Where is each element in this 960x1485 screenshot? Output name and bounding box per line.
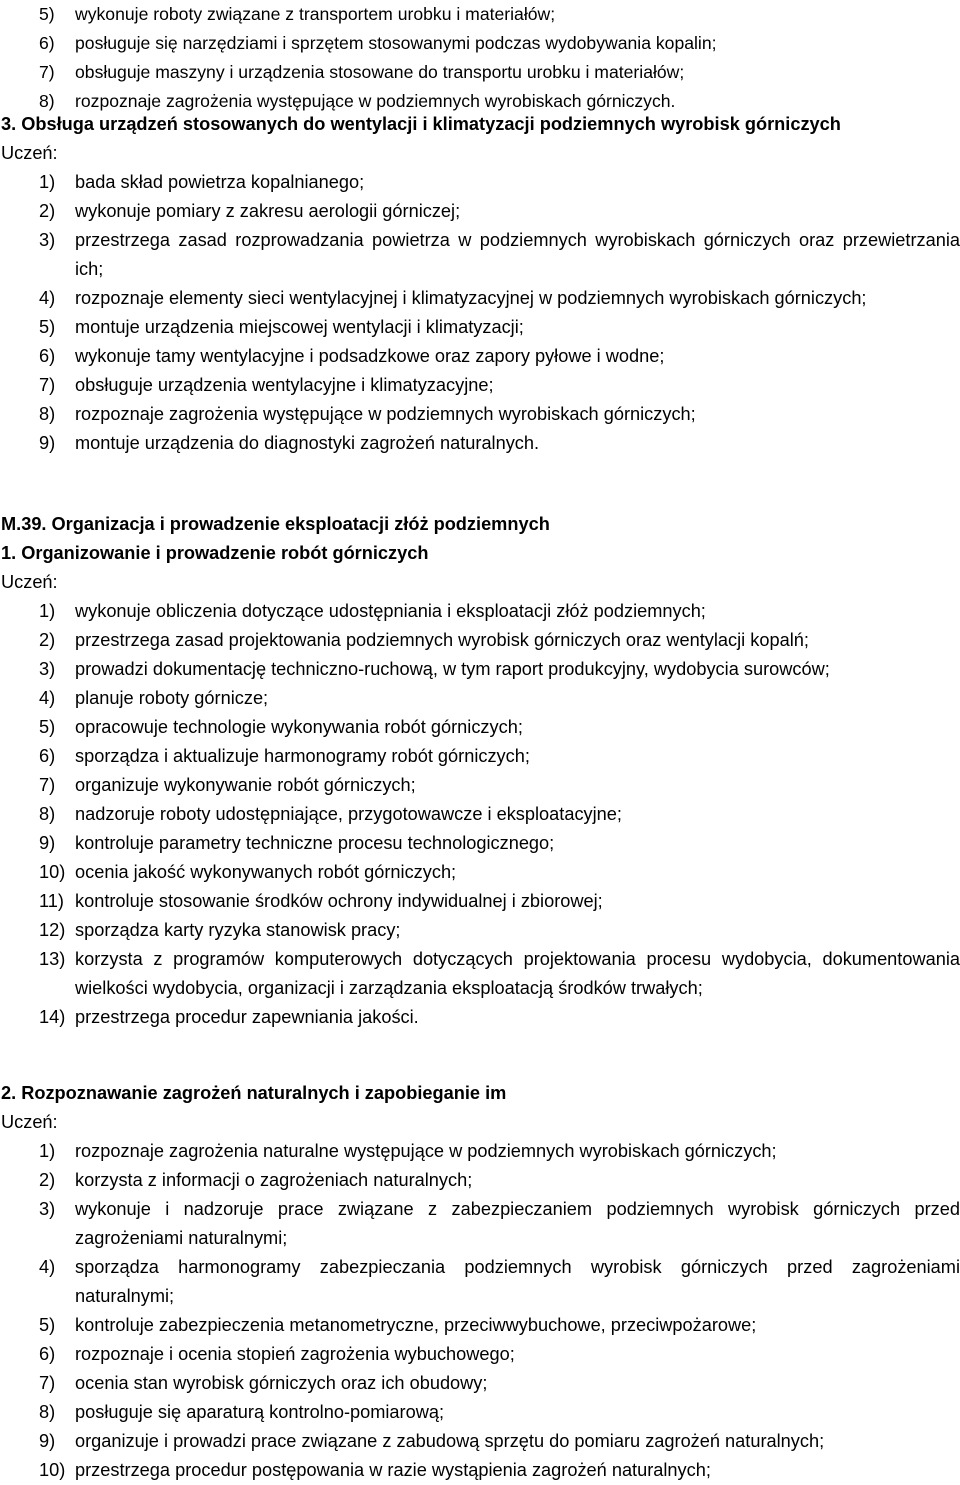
list-item [0, 1137, 960, 1166]
item-number: 4) [39, 1257, 56, 1277]
item-number: 8) [39, 404, 56, 424]
list-item [0, 1456, 960, 1485]
item-text: przestrzega procedur postępowania w razie wystąpienia zagrożeń naturalnych; [75, 1460, 711, 1480]
item-text: rozpoznaje i ocenia stopień zagrożenia wybuchowego; [75, 1344, 515, 1364]
list-item [0, 1340, 960, 1369]
item-number: 7) [39, 1373, 56, 1393]
list-item [0, 1369, 960, 1398]
hazards-list [0, 1137, 960, 1485]
item-text: rozpoznaje zagrożenia występujące w podziemnych wyrobiskach górniczych. [75, 91, 676, 111]
item-number: 5) [39, 717, 56, 737]
list-item [0, 342, 960, 371]
list-item [0, 1003, 960, 1032]
item-number: 5) [39, 4, 55, 24]
list-item [0, 29, 960, 58]
item-number: 2) [39, 201, 56, 221]
item-number: 6) [39, 346, 56, 366]
list-item [0, 1166, 960, 1195]
student-label: Uczeń: [1, 572, 58, 592]
item-number: 3) [39, 1199, 56, 1219]
intro-list-section [0, 0, 960, 116]
item-number: 7) [39, 375, 56, 395]
ventilation-list [0, 168, 960, 458]
item-text: wykonuje tamy wentylacyjne i podsadzkowe oraz zapory pyłowe i wodne; [75, 346, 665, 366]
list-item [0, 800, 960, 829]
item-number: 13) [39, 949, 66, 969]
item-text: opracowuje technologie wykonywania robót górniczych; [75, 717, 523, 737]
item-number: 1) [39, 172, 56, 192]
item-text: posługuje się narzędziami i sprzętem stosowanymi podczas wydobywania kopalin; [75, 33, 717, 53]
item-number: 11) [39, 891, 64, 911]
list-item [0, 1195, 960, 1253]
list-item [0, 713, 960, 742]
list-item [0, 684, 960, 713]
item-text: montuje urządzenia miejscowej wentylacji i klimatyzacji; [75, 317, 524, 337]
list-item [0, 771, 960, 800]
student-label: Uczeń: [1, 1112, 58, 1132]
section-ventilation [0, 110, 960, 458]
item-number: 9) [39, 1431, 56, 1451]
qualification-block [0, 510, 960, 1032]
list-item [0, 742, 960, 771]
item-text: sporządza harmonogramy zabezpieczania podziemnych wyrobisk górniczych przed zagrożeniami naturalnymi; [75, 1257, 960, 1306]
item-text: przestrzega zasad rozprowadzania powietrza w podziemnych wyrobiskach górniczych oraz przewietrzania ich; [75, 230, 960, 279]
item-text: wykonuje obliczenia dotyczące udostępniania i eksploatacji złóż podziemnych; [75, 601, 706, 621]
item-number: 2) [39, 1170, 56, 1190]
item-text: rozpoznaje zagrożenia występujące w podziemnych wyrobiskach górniczych; [75, 404, 696, 424]
section-heading: 1. Organizowanie i prowadzenie robót górniczych [1, 543, 429, 563]
item-text: ocenia stan wyrobisk górniczych oraz ich obudowy; [75, 1373, 488, 1393]
item-text: rozpoznaje elementy sieci wentylacyjnej i klimatyzacyjnej w podziemnych wyrobiskach górniczych; [75, 288, 867, 308]
item-number: 9) [39, 433, 56, 453]
list-item [0, 1253, 960, 1311]
item-text: przestrzega procedur zapewniania jakości. [75, 1007, 419, 1027]
item-number: 9) [39, 833, 56, 853]
item-number: 1) [39, 1141, 56, 1161]
list-item [0, 0, 960, 29]
intro-list [0, 0, 960, 116]
item-text: organizuje i prowadzi prace związane z zabudową sprzętu do pomiaru zagrożeń naturalnych; [75, 1431, 825, 1451]
list-item [0, 945, 960, 1003]
item-text: wykonuje pomiary z zakresu aerologii górniczej; [75, 201, 461, 221]
item-text: nadzoruje roboty udostępniające, przygotowawcze i eksploatacyjne; [75, 804, 622, 824]
item-text: ocenia jakość wykonywanych robót górniczych; [75, 862, 457, 882]
item-number: 8) [39, 91, 55, 111]
list-item [0, 400, 960, 429]
list-item [0, 1398, 960, 1427]
list-item [0, 887, 960, 916]
item-number: 7) [39, 775, 56, 795]
item-number: 14) [39, 1007, 66, 1027]
list-item [0, 168, 960, 197]
item-number: 6) [39, 1344, 56, 1364]
qualification-heading: M.39. Organizacja i prowadzenie eksploatacji złóż podziemnych [1, 514, 550, 534]
item-text: obsługuje maszyny i urządzenia stosowane do transportu urobku i materiałów; [75, 62, 685, 82]
item-number: 3) [39, 659, 56, 679]
item-number: 10) [39, 862, 66, 882]
item-number: 4) [39, 288, 56, 308]
list-item [0, 626, 960, 655]
item-text: planuje roboty górnicze; [75, 688, 269, 708]
item-number: 4) [39, 688, 56, 708]
item-text: sporządza karty ryzyka stanowisk pracy; [75, 920, 401, 940]
item-text: prowadzi dokumentację techniczno-ruchową, w tym raport produkcyjny, wydobycia surowców; [75, 659, 830, 679]
item-text: przestrzega zasad projektowania podziemnych wyrobisk górniczych oraz wentylacji kopalń; [75, 630, 809, 650]
item-number: 5) [39, 1315, 56, 1335]
item-text: posługuje się aparaturą kontrolno-pomiarową; [75, 1402, 445, 1422]
item-text: kontroluje stosowanie środków ochrony indywidualnej i zbiorowej; [75, 891, 603, 911]
item-number: 8) [39, 804, 56, 824]
item-number: 7) [39, 62, 55, 82]
section-natural-hazards [0, 1079, 960, 1485]
item-number: 6) [39, 33, 55, 53]
item-number: 2) [39, 630, 56, 650]
item-number: 5) [39, 317, 56, 337]
list-item [0, 655, 960, 684]
item-number: 6) [39, 746, 56, 766]
item-text: kontroluje parametry techniczne procesu technologicznego; [75, 833, 555, 853]
list-item [0, 1311, 960, 1340]
mining-works-list [0, 597, 960, 1032]
list-item [0, 58, 960, 87]
item-text: montuje urządzenia do diagnostyki zagrożeń naturalnych. [75, 433, 540, 453]
section-heading: 3. Obsługa urządzeń stosowanych do wentylacji i klimatyzacji podziemnych wyrobisk górniczych [1, 114, 841, 134]
section-heading: 2. Rozpoznawanie zagrożeń naturalnych i zapobieganie im [1, 1083, 507, 1103]
item-text: bada skład powietrza kopalnianego; [75, 172, 365, 192]
list-item [0, 597, 960, 626]
list-item [0, 313, 960, 342]
list-item [0, 858, 960, 887]
item-text: obsługuje urządzenia wentylacyjne i klimatyzacyjne; [75, 375, 494, 395]
item-text: wykonuje roboty związane z transportem urobku i materiałów; [75, 4, 556, 24]
item-text: kontroluje zabezpieczenia metanometryczne, przeciwwybuchowe, przeciwpożarowe; [75, 1315, 757, 1335]
item-text: rozpoznaje zagrożenia naturalne występujące w podziemnych wyrobiskach górniczych; [75, 1141, 777, 1161]
item-number: 10) [39, 1460, 66, 1480]
item-text: wykonuje i nadzoruje prace związane z zabezpieczaniem podziemnych wyrobisk górniczych przed zagrożeniami naturalnymi; [75, 1199, 960, 1248]
item-text: sporządza i aktualizuje harmonogramy robót górniczych; [75, 746, 530, 766]
item-number: 1) [39, 601, 56, 621]
list-item [0, 371, 960, 400]
item-text: korzysta z informacji o zagrożeniach naturalnych; [75, 1170, 473, 1190]
list-item [0, 429, 960, 458]
item-number: 3) [39, 230, 56, 250]
list-item [0, 284, 960, 313]
item-text: organizuje wykonywanie robót górniczych; [75, 775, 416, 795]
list-item [0, 829, 960, 858]
list-item [0, 226, 960, 284]
student-label: Uczeń: [1, 143, 58, 163]
item-text: korzysta z programów komputerowych dotyczących projektowania procesu wydobycia, dokumentowania wielkości wydobycia, organizacji i zarządzania eksploatacją środków trwałych; [75, 949, 960, 998]
list-item [0, 916, 960, 945]
item-number: 12) [39, 920, 66, 940]
list-item [0, 1427, 960, 1456]
list-item [0, 197, 960, 226]
item-number: 8) [39, 1402, 56, 1422]
